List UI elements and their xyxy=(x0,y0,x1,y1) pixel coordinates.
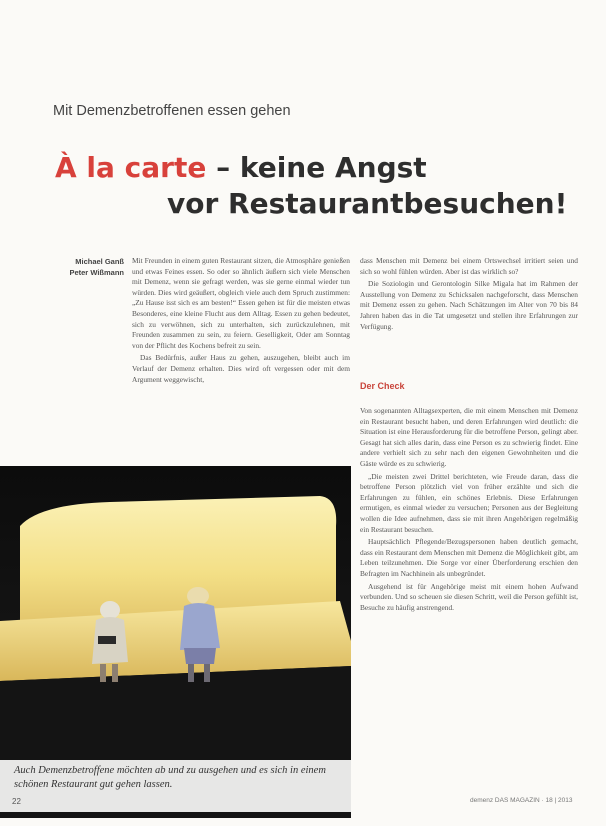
photo-caption: Auch Demenzbetroffene möchten ab und zu ausgehen und es sich in einem schönen Restaurant gut gehen lassen. xyxy=(14,765,326,790)
paragraph: Die Soziologin und Gerontologin Silke Migala hat im Rahmen der Ausstellung von Demenz zu Schicksalen nachgeforscht, dass Menschen mit Demenz essen zu gehen. Nach Schätzungen im Alter von 70 bis 84 Jahren haben das in die Tat umgesetzt und stellen ihre Erfahrungen zur Verfügung. xyxy=(360,279,578,331)
headline-line1-rest: – keine Angst xyxy=(206,151,427,184)
paragraph: Das Bedürfnis, außer Haus zu gehen, auszugehen, bleibt auch im Verlauf der Demenz erhalten. Dies wird oft vergessen oder mit dem Argument weggewischt, xyxy=(132,353,350,384)
paragraph: dass Menschen mit Demenz bei einem Ortswechsel irritiert seien und sich so wohl fühlen würden. Aber ist das wirklich so? xyxy=(360,256,578,276)
headline-accent: À la carte xyxy=(55,151,207,184)
paragraph: Von sogenannten Alltagsexperten, die mit einem Menschen mit Demenz ein Restaurant besucht haben, und deren Erfahrungen wird deutlich: die Situation ist eine Herausforderung für die betroffene Person, gelingt aber. Gesagt hat sich alles darin, dass eine Person es zu schwierig findet. Eine andere verhielt sich zu sehr nach den eigenen Gewohnheiten und die Gäste würde es zu schwierig. xyxy=(360,406,578,468)
section-subhead: Der Check xyxy=(360,381,405,391)
authors xyxy=(60,256,124,278)
paragraph: „Die meisten zwei Drittel berichteten, wie Freude daran, dass die betroffene Person plötzlich viel von früher erzählte und sich die Erfahrungen zu fühlen, ein schönes Erlebnis. Diese Erfahrungen ermutigen, es einmal wieder zu versuchen; Personen aus der Begleitung wollen die Idee aufnehmen, dass sie mit ihren Angehörigen regelmäßig ein Restaurant besuchen. xyxy=(360,471,578,534)
page-number: 22 xyxy=(12,797,21,806)
paragraph: Hauptsächlich Pflegende/Bezugspersonen haben deutlich gemacht, dass ein Restaurant dem Menschen mit Demenz die Möglichkeit gibt, am Leben teilzunehmen. Die Sorge vor einer Überforderung erschien den Befragten im Nachhinein als unbegründet. xyxy=(360,537,578,578)
body-column-1 xyxy=(132,256,350,387)
author-2: Peter Wißmann xyxy=(69,268,124,277)
headline-line2: vor Restaurantbesuchen! xyxy=(167,187,568,220)
footer-magazine: demenz DAS MAGAZIN · 18 | 2013 xyxy=(470,797,573,804)
headline xyxy=(55,150,575,222)
paragraph: Mit Freunden in einem guten Restaurant sitzen, die Atmosphäre genießen und etwas Feines essen. So oder so ähnlich äußern sich viele Menschen mit Demenz, wenn sie gefragt werden, was sie gerne einmal wieder tun würden. Dies wird geäußert, obgleich viele auch dem Spruch zustimmen: „Zu Hause isst sich es am besten!“ Essen gehen ist für die meisten etwas Besonderes, eine kleine Flucht aus dem Alltag. Essen zu gehen bedeutet, sich zu verwöhnen, sich zu unterhalten, sich zurückzulehnen, mit Freunden zusammen zu sein, zu feiern. Geselligkeit, Oder am Sonntag von der Pflicht des Kochens befreit zu sein. xyxy=(132,256,350,350)
author-1: Michael Ganß xyxy=(75,257,124,266)
body-column-2b xyxy=(360,406,578,615)
paragraph: Ausgehend ist für Angehörige meist mit einem hohen Aufwand verbunden. Und so scheuen sie diesen Schritt, weil die Person gefühlt ist, Besuche zu häufig anstrengend. xyxy=(360,581,578,612)
body-column-2 xyxy=(360,256,578,334)
kicker: Mit Demenzbetroffenen essen gehen xyxy=(53,103,291,119)
